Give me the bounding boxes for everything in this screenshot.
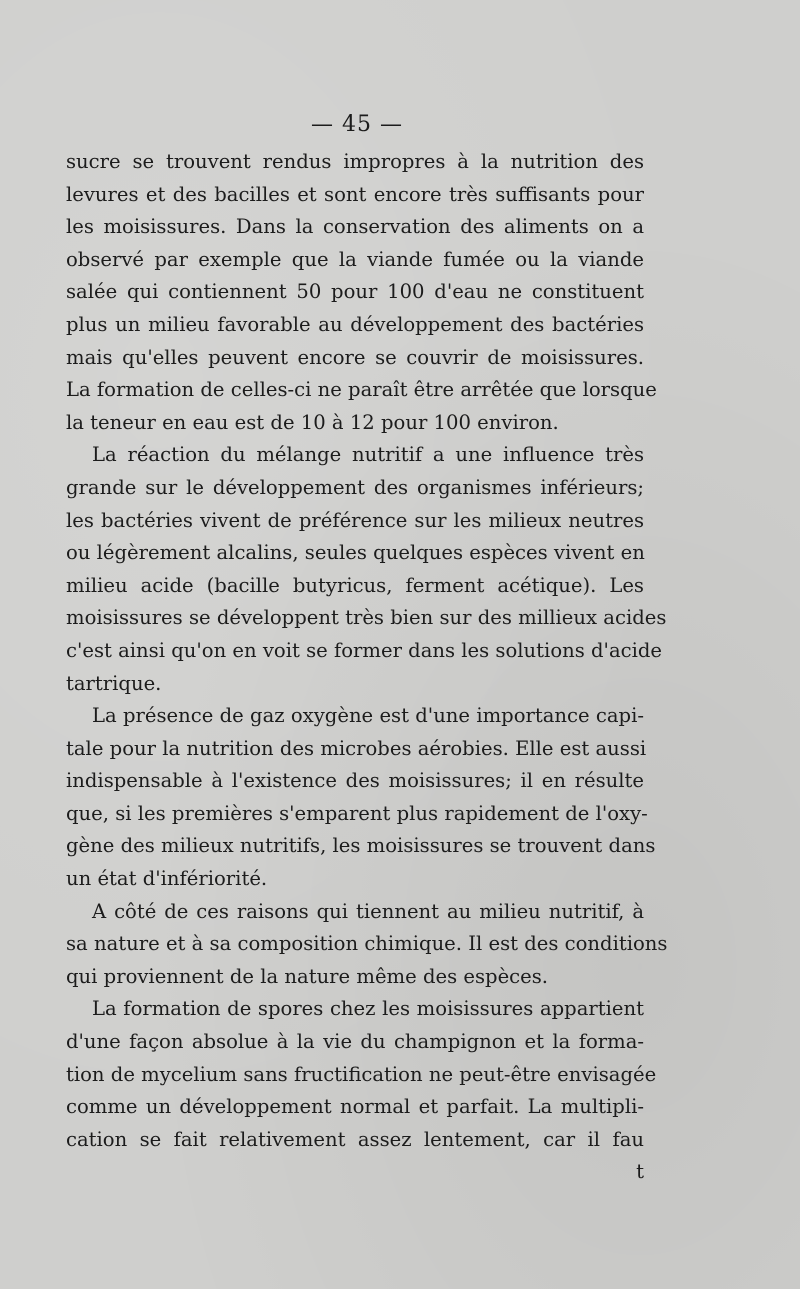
text-line: observé par exemple que la viande fumée ou la viande [66,247,644,271]
text-line: moisissures se développent très bien sur des millieux acides [66,606,667,630]
body-text [66,146,668,1189]
text-line: cation se fait relativement assez lentement, car il fau [66,1127,644,1151]
text-line: tale pour la nutrition des microbes aérobies. Elle est aussi [66,736,647,760]
text-line: sucre se trouvent rendus impropres à la nutrition des [66,150,644,173]
page-number: — 45 — [311,112,403,137]
text-line: plus un milieu favorable au développement des bactéries [66,312,644,336]
paragraph-2 [66,439,667,700]
paragraph-1 [66,146,657,439]
text-line: qui proviennent de la nature même des espèces. [66,964,549,988]
catchword: t [636,1160,644,1184]
text-line: comme un développement normal et parfait. La multipli- [66,1095,644,1119]
text-line: indispensable à l'existence des moisissures; il en résulte [66,769,644,793]
text-line: tion de mycelium sans fructification ne peut-être envisagée [66,1062,657,1086]
text-line: mais qu'elles peuvent encore se couvrir de moisissures. [66,345,644,369]
text-line: gène des milieux nutritifs, les moisissures se trouvent dans [66,834,656,858]
text-line: levures et des bacilles et sont encore très suffisants pour [66,182,644,206]
text-line: grande sur le développement des organismes inférieurs; [66,475,644,499]
text-line: les moisissures. Dans la conservation des aliments on a [66,215,644,239]
text-line: La formation de spores chez les moisissures appartient [92,997,644,1021]
text-line: les bactéries vivent de préférence sur les milieux neutres [66,508,644,532]
text-line: que, si les premières s'emparent plus rapidement de l'oxy- [66,801,648,825]
text-line: A côté de ces raisons qui tiennent au milieu nutritif, à [92,899,644,923]
text-line: ou légèrement alcalins, seules quelques espèces vivent en [66,541,645,565]
text-line: La formation de celles-ci ne paraît être arrêtée que lorsque [66,378,657,402]
paragraph-5 [66,993,657,1189]
text-line: un état d'infériorité. [66,867,268,891]
text-line: milieu acide (bacille butyricus, ferment acétique). Les [66,573,644,597]
text-line: c'est ainsi qu'on en voit se former dans les solutions d'acide [66,638,663,662]
text-line: La réaction du mélange nutritif a une influence très [92,443,644,467]
text-line: La présence de gaz oxygène est d'une importance capi- [92,704,644,728]
paragraph-3 [66,700,656,896]
text-line: salée qui contiennent 50 pour 100 d'eau ne constituent [66,280,644,304]
paragraph-4 [66,896,668,994]
text-line: d'une façon absolue à la vie du champignon et la forma- [66,1030,644,1054]
text-line: sa nature et à sa composition chimique. Il est des conditions [66,932,668,956]
text-line: tartrique. [66,671,162,695]
text-line: la teneur en eau est de 10 à 12 pour 100 environ. [66,410,559,434]
